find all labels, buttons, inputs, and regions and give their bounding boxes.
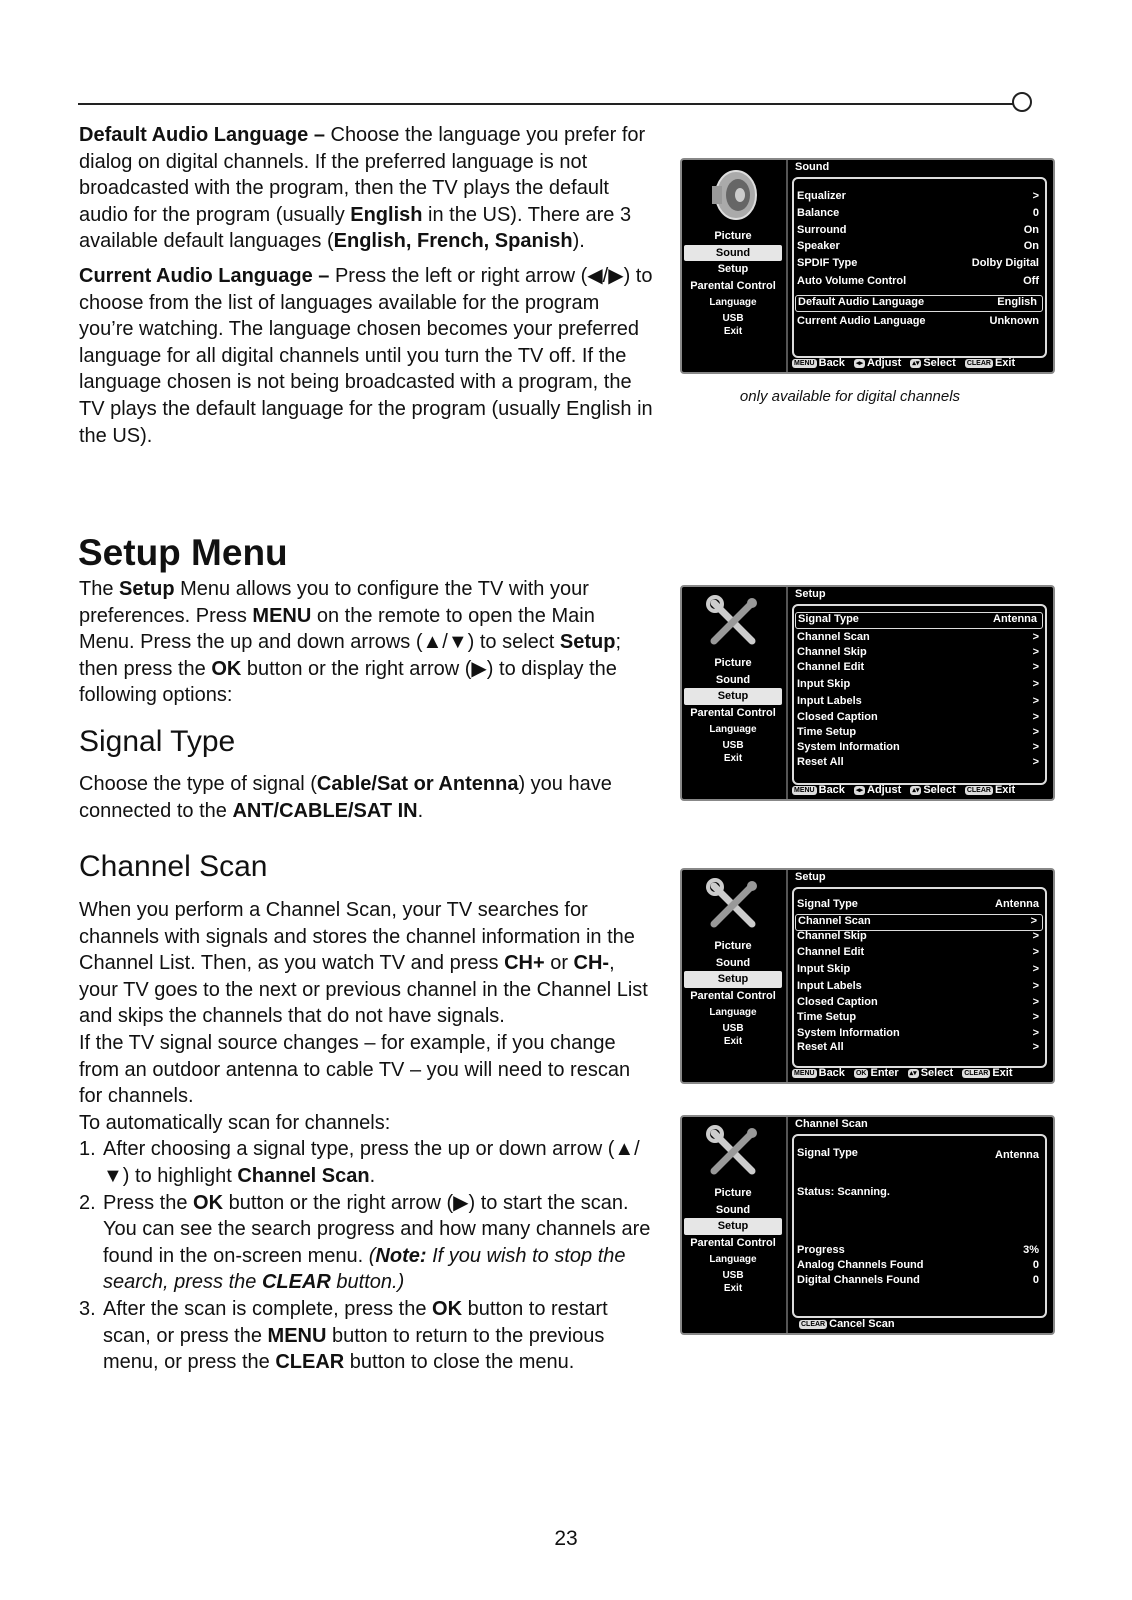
nav-item-usb[interactable]: USB (722, 1270, 744, 1282)
text: Menu allows you to configure the TV with your preferences. Press (79, 578, 589, 627)
channel-scan-paragraph-1 (79, 897, 654, 1030)
text: Channel Skip (797, 930, 867, 942)
text: Time Setup (797, 1011, 857, 1023)
nav-item-sound[interactable]: Sound (715, 673, 751, 686)
text: Balance (797, 207, 840, 219)
text: or (544, 952, 574, 975)
nav-item-exit[interactable]: Exit (723, 1036, 743, 1048)
osd-sound-caption: only available for digital channels (739, 388, 961, 405)
osd-sound-panel (792, 177, 1047, 358)
menu-row[interactable] (797, 695, 1039, 710)
text: 1. (79, 1138, 96, 1161)
text: button or the right arrow (▶) to start the scan. You can see the search progress and how many channels are found in the on-screen menu. (103, 1191, 651, 1267)
text: Reset All (797, 756, 844, 768)
menu-row-selected[interactable] (795, 914, 1043, 931)
tools-icon (706, 595, 760, 649)
default-audio-heading: Default Audio Language – (79, 124, 325, 146)
current-audio-heading: Current Audio Language – (79, 264, 330, 287)
nav-item-usb[interactable]: USB (722, 740, 744, 752)
digital-channels-row (797, 1274, 1039, 1289)
menu-row[interactable] (797, 946, 1039, 961)
text: Signal Type (797, 1147, 858, 1159)
osd-setup-panel (792, 604, 1047, 785)
text: . (369, 1164, 376, 1187)
tools-icon (706, 1125, 760, 1179)
text: Channel Skip (797, 646, 867, 658)
menu-row[interactable] (797, 631, 1039, 646)
signal-type-row (797, 1147, 1039, 1162)
text: button.) (330, 1271, 405, 1294)
text: After choosing a signal type, press the up or down arrow (▲/▼) to highlight (103, 1138, 640, 1187)
nav-item-picture[interactable]: Picture (714, 230, 752, 242)
menu-row[interactable] (797, 980, 1039, 995)
menu-row[interactable] (797, 275, 1039, 290)
text: Unknown (989, 315, 1039, 327)
up-down-key-icon: ▴▾ (912, 786, 920, 794)
setup-menu-paragraph (79, 576, 654, 709)
nav-item-language[interactable]: Language (709, 1006, 757, 1018)
nav-item-language[interactable]: Language (709, 723, 757, 735)
osd-footer (792, 1067, 1013, 1079)
text: Digital Channels Found (797, 1274, 920, 1286)
nav-item-language[interactable]: Language (709, 296, 757, 308)
text: CLEAR (261, 1271, 331, 1294)
nav-item-language[interactable]: Language (709, 1253, 757, 1265)
text: > (1032, 661, 1039, 673)
text: ANT/CABLE/SAT IN (232, 799, 418, 822)
text: Time Setup (797, 726, 857, 738)
left-right-key-icon: ◂▸ (855, 359, 864, 367)
osd-nav-column (682, 587, 788, 799)
nav-item-picture[interactable]: Picture (714, 657, 752, 669)
text: on the remote to open the Main Menu. Press the up and down arrows (▲/▼) to select (79, 604, 595, 654)
channel-scan-paragraph-3: To automatically scan for channels: (79, 1111, 391, 1134)
text: > (1032, 646, 1039, 658)
text: Adjust (867, 357, 902, 369)
text: System Information (797, 741, 900, 753)
osd-title: Sound (795, 161, 830, 173)
speaker-icon (706, 168, 760, 222)
nav-item-setup[interactable]: Setup (684, 688, 782, 705)
text: button to restart scan, or press the (103, 1297, 608, 1347)
clear-key-icon: CLEAR (966, 359, 991, 367)
scan-step-2 (79, 1190, 654, 1296)
text: Channel Scan (798, 915, 871, 927)
text: > (1032, 726, 1039, 738)
osd-channel-scan-screen (680, 1115, 1055, 1335)
text: Input Skip (797, 963, 851, 975)
text: The (79, 578, 120, 600)
text: OK (193, 1191, 224, 1214)
text: Back (818, 357, 845, 369)
text: > (1032, 1011, 1039, 1023)
menu-row[interactable] (797, 1011, 1039, 1026)
osd-setup-screen-1 (680, 585, 1055, 801)
text: Surround (797, 224, 847, 236)
nav-item-exit[interactable]: Exit (723, 1283, 743, 1295)
menu-row[interactable] (797, 190, 1039, 205)
nav-item-parental-control[interactable]: Parental Control (690, 1237, 776, 1250)
clear-key-icon: CLEAR (964, 1069, 989, 1077)
menu-row[interactable] (797, 741, 1039, 756)
signal-type-heading: Signal Type (79, 725, 236, 758)
osd-nav-list (684, 228, 782, 341)
scan-step-3 (79, 1296, 654, 1376)
text: Auto Volume Control (797, 275, 907, 287)
text: Adjust (867, 784, 902, 796)
nav-item-sound[interactable]: Sound (715, 956, 751, 969)
text: ; then press the (79, 631, 622, 680)
header-rule-circle (1012, 92, 1032, 112)
text: > (1032, 756, 1039, 768)
text: , your TV goes to the next or previous channel in the Channel List and skips the channels that do not have signals. (79, 952, 648, 1028)
text: If you wish to stop the search, press the (103, 1244, 626, 1294)
text: Current Audio Language (797, 315, 926, 327)
text: System Information (797, 1027, 900, 1039)
analog-channels-row (797, 1259, 1039, 1274)
text: > (1032, 996, 1039, 1008)
text: button or the right arrow (▶) to display the following options: (79, 657, 617, 707)
header-rule (78, 103, 1013, 105)
text: . (417, 799, 424, 822)
nav-item-picture[interactable]: Picture (714, 1187, 752, 1199)
menu-row-selected[interactable] (795, 612, 1043, 629)
menu-row[interactable] (797, 646, 1039, 661)
text: 0 (1032, 1259, 1039, 1271)
text: Back (818, 1067, 845, 1079)
page-number: 23 (554, 1527, 578, 1550)
left-right-key-icon: ◂▸ (855, 786, 864, 794)
default-audio-paragraph (79, 122, 654, 255)
text: button to return to the previous menu, or press the (103, 1324, 605, 1374)
menu-key-icon: MENU (794, 1069, 815, 1077)
text: ( (368, 1244, 376, 1267)
text: Exit (994, 784, 1016, 796)
nav-item-exit[interactable]: Exit (723, 753, 743, 765)
text: Exit (992, 1067, 1013, 1079)
menu-row[interactable] (797, 898, 1039, 913)
text: On (1023, 224, 1039, 236)
menu-row[interactable] (797, 711, 1039, 726)
text: English, French, Spanish (333, 230, 573, 253)
text: Progress (797, 1244, 845, 1256)
setup-menu-heading: Setup Menu (78, 532, 288, 573)
text: CH+ (504, 952, 545, 975)
text: Closed Caption (797, 711, 878, 723)
text: Off (1023, 275, 1039, 287)
osd-footer (799, 1318, 895, 1330)
menu-row[interactable] (797, 661, 1039, 676)
text: Speaker (797, 240, 840, 252)
text: 0 (1032, 1274, 1039, 1286)
ok-key-icon: OK (855, 1069, 867, 1077)
scan-step-1 (79, 1136, 654, 1189)
up-down-key-icon: ▴▾ (909, 1069, 917, 1077)
text: > (1030, 915, 1037, 927)
text: Input Skip (797, 678, 851, 690)
text: Select (920, 1067, 954, 1079)
text: > (1032, 1027, 1039, 1039)
text: > (1032, 741, 1039, 753)
scan-steps-list (79, 1136, 654, 1375)
text: > (1032, 963, 1039, 975)
text: Enter (870, 1067, 899, 1079)
text: Cable/Sat or Antenna (316, 773, 519, 795)
osd-nav-column (682, 160, 788, 372)
text: Analog Channels Found (797, 1259, 924, 1271)
text: Note: (375, 1244, 427, 1267)
menu-row[interactable] (797, 240, 1039, 255)
text: Select (923, 357, 956, 369)
text: Setup (119, 578, 175, 600)
text: Signal Type (798, 613, 859, 625)
text: Back (818, 784, 845, 796)
nav-item-sound[interactable]: Sound (715, 1203, 751, 1216)
signal-type-paragraph (79, 771, 654, 824)
text: > (1032, 980, 1039, 992)
menu-row[interactable] (797, 678, 1039, 693)
menu-key-icon: MENU (794, 786, 815, 794)
osd-setup-panel (792, 887, 1047, 1068)
osd-nav-list (684, 1185, 782, 1298)
text: 0 (1032, 207, 1039, 219)
text: Antenna (995, 898, 1039, 910)
text: 3% (1023, 1244, 1039, 1256)
menu-row[interactable] (797, 726, 1039, 741)
osd-nav-list (684, 655, 782, 768)
osd-scan-panel (792, 1134, 1047, 1318)
text: in the US). There are 3 available default languages ( (79, 203, 632, 253)
osd-nav-column (682, 870, 788, 1082)
clear-key-icon: CLEAR (801, 1320, 826, 1328)
osd-footer (792, 357, 1015, 369)
menu-row[interactable] (797, 1041, 1039, 1056)
nav-item-picture[interactable]: Picture (714, 940, 752, 952)
nav-item-exit[interactable]: Exit (723, 326, 743, 338)
text: button to close the menu. (344, 1351, 575, 1374)
text: English (997, 296, 1037, 308)
text: Status: Scanning. (797, 1186, 890, 1198)
text: Signal Type (797, 898, 858, 910)
text: > (1032, 695, 1039, 707)
menu-row[interactable] (797, 963, 1039, 978)
text: Dolby Digital (971, 257, 1039, 269)
nav-item-parental-control[interactable]: Parental Control (690, 707, 776, 720)
menu-row[interactable] (797, 756, 1039, 771)
nav-item-setup[interactable]: Setup (717, 263, 749, 276)
nav-item-parental-control[interactable]: Parental Control (690, 990, 776, 1003)
nav-item-setup[interactable]: Setup (684, 971, 782, 988)
text: CLEAR (275, 1351, 345, 1374)
text: After the scan is complete, press the (103, 1297, 433, 1320)
text: > (1032, 946, 1039, 958)
channel-scan-heading: Channel Scan (79, 850, 268, 883)
text: English (350, 203, 423, 226)
text: CH- (573, 952, 610, 975)
text: Reset All (797, 1041, 844, 1053)
text: 3. (79, 1297, 96, 1320)
audio-text-block (79, 122, 654, 449)
text: SPDIF Type (797, 257, 858, 269)
scan-status-row (797, 1186, 1039, 1201)
menu-row[interactable] (797, 207, 1039, 222)
text: > (1032, 678, 1039, 690)
text: ). (572, 230, 585, 253)
text: Closed Caption (797, 996, 878, 1008)
text: Channel Edit (797, 661, 865, 673)
osd-nav-column (682, 1117, 788, 1333)
tools-icon (706, 878, 760, 932)
text: Press the left or right arrow (◀/▶) to choose from the list of languages available for the program you’re watching. The language chosen becomes your preferred language for all digital channels until you turn the TV off. If the language chosen is not being broadcasted with a program, the TV plays the default language for the program (usually English in the US). (79, 264, 653, 447)
text: On (1023, 240, 1039, 252)
text: > (1032, 711, 1039, 723)
nav-item-setup[interactable]: Setup (684, 1218, 782, 1235)
osd-setup-screen-2 (680, 868, 1055, 1084)
osd-sound-screen (680, 158, 1055, 374)
nav-item-usb[interactable]: USB (722, 313, 744, 325)
text: Setup (559, 631, 616, 654)
text: Input Labels (797, 980, 862, 992)
text: > (1032, 190, 1039, 202)
nav-item-sound[interactable]: Sound (684, 245, 782, 262)
menu-row[interactable] (797, 315, 1039, 330)
text: 2. (79, 1191, 96, 1214)
text: > (1032, 1041, 1039, 1053)
channel-scan-text-block (79, 897, 654, 1376)
text: Channel Scan (237, 1164, 370, 1187)
text: ) you have connected to the (79, 773, 612, 822)
text: Select (923, 784, 956, 796)
text: MENU (252, 604, 312, 627)
text: Choose the language you prefer for dialog on digital channels. If the preferred language is not broadcasted with the program, then the TV plays the default audio for the program (usually (79, 124, 646, 226)
menu-row[interactable] (797, 1027, 1039, 1042)
text: > (1032, 631, 1039, 643)
osd-title: Setup (795, 588, 826, 600)
menu-key-icon: MENU (794, 359, 815, 367)
nav-item-usb[interactable]: USB (722, 1023, 744, 1035)
osd-title: Channel Scan (795, 1118, 868, 1130)
menu-row[interactable] (797, 996, 1039, 1011)
nav-item-parental-control[interactable]: Parental Control (690, 280, 776, 293)
text: When you perform a Channel Scan, your TV searches for channels with signals and stores the channel information in the Channel List. Then, as you watch TV and press (79, 899, 635, 975)
menu-row[interactable] (797, 930, 1039, 945)
text: Input Labels (797, 695, 862, 707)
text: OK (432, 1297, 463, 1320)
up-down-key-icon: ▴▾ (912, 359, 920, 367)
text: Cancel Scan (829, 1318, 895, 1330)
menu-row[interactable] (797, 224, 1039, 239)
text: Antenna (995, 1149, 1039, 1161)
clear-key-icon: CLEAR (966, 786, 991, 794)
text: OK (211, 657, 242, 680)
text: > (1032, 930, 1039, 942)
channel-scan-paragraph-2: If the TV signal source changes – for example, if you change from an outdoor antenna to cable TV – you will need to rescan for channels. (79, 1031, 631, 1108)
text: Antenna (993, 613, 1037, 625)
text: Choose the type of signal ( (79, 773, 317, 795)
text: Channel Scan (797, 631, 870, 643)
osd-title: Setup (795, 871, 826, 883)
text: Equalizer (797, 190, 846, 202)
text: Exit (994, 357, 1016, 369)
text: Channel Edit (797, 946, 865, 958)
text: Default Audio Language (798, 296, 925, 308)
text: MENU (267, 1324, 327, 1347)
menu-row[interactable] (797, 257, 1039, 272)
scan-progress-row (797, 1244, 1039, 1259)
current-audio-paragraph (79, 263, 654, 449)
osd-nav-list (684, 938, 782, 1051)
menu-row-selected[interactable] (795, 295, 1043, 312)
osd-footer (792, 784, 1015, 796)
text: Press the (103, 1191, 194, 1214)
